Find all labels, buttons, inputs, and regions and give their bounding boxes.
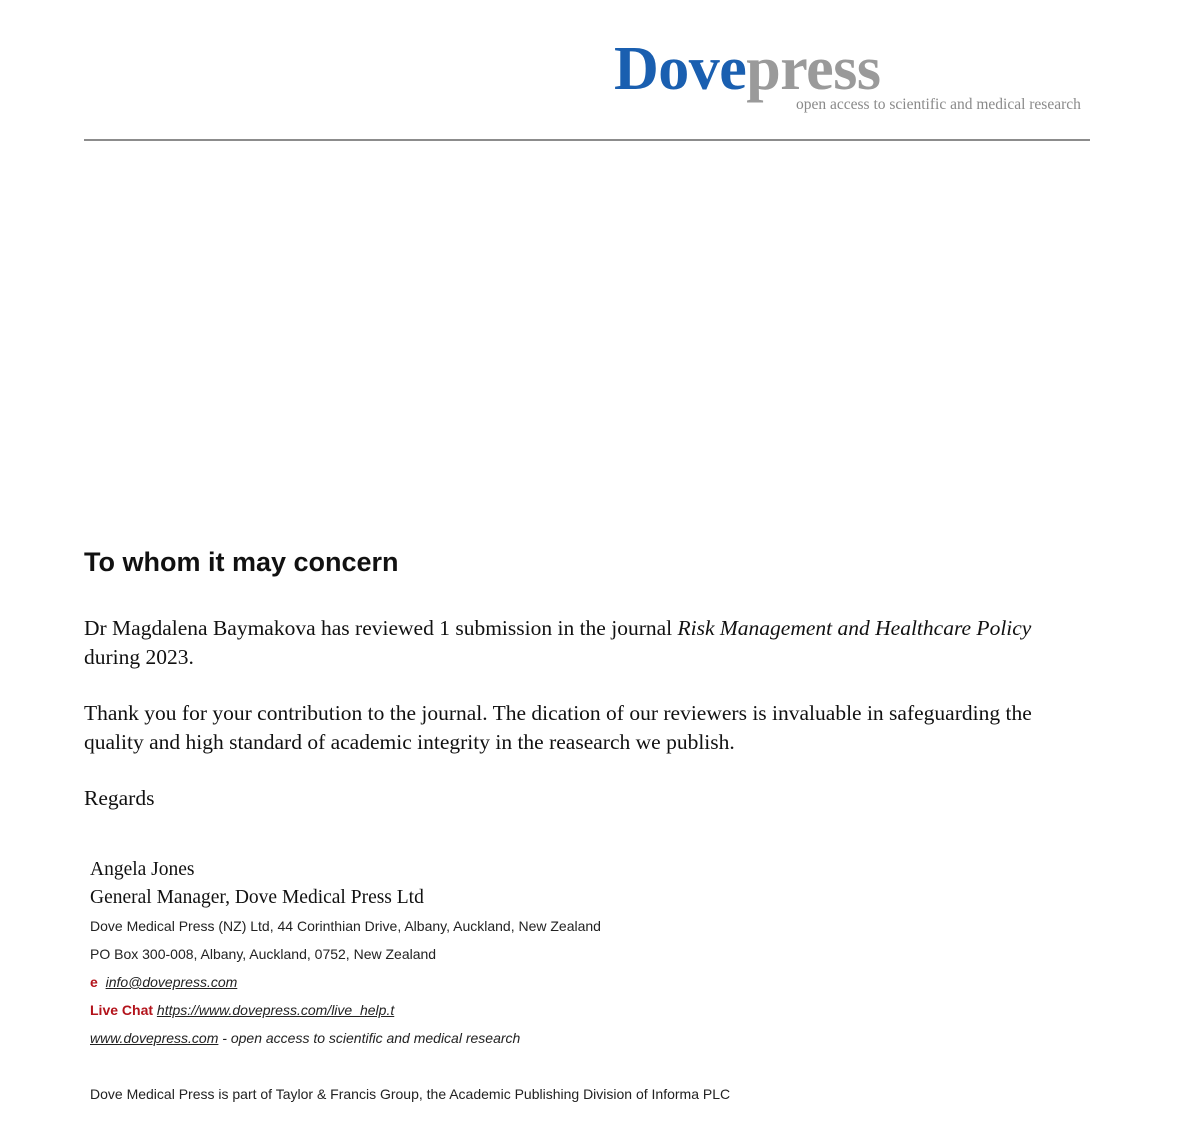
header-divider [84,139,1090,141]
logo-wordmark [614,34,880,104]
email-link[interactable]: info@dovepress.com [105,974,238,990]
review-statement-start: Dr Magdalena Baymakova has reviewed 1 submission in the journal [84,616,678,640]
live-chat-label: Live Chat [90,1002,154,1018]
website-row [90,1028,890,1048]
closing: Regards [84,786,155,810]
dovepress-logo [614,34,1104,124]
website-link[interactable]: www.dovepress.com [90,1030,219,1046]
review-statement-end: during 2023. [84,645,194,669]
live-chat-link[interactable]: https://www.dovepress.com/live_help.t [156,1002,395,1018]
email-row [90,972,890,992]
website-tagline: - open access to scientific and medical research [218,1030,521,1046]
logo-press-text: press [746,35,881,103]
signatory-title: General Manager, Dove Medical Press Ltd [90,887,424,908]
journal-title: Risk Management and Healthcare Policy [677,616,1032,640]
email-label: e [90,974,98,990]
address-line-1: Dove Medical Press (NZ) Ltd, 44 Corinthian Drive, Albany, Auckland, New Zealand [90,918,601,934]
letter-heading: To whom it may concern [84,547,399,577]
logo-tagline: open access to scientific and medical research [796,96,1081,113]
address-line-2: PO Box 300-008, Albany, Auckland, 0752, New Zealand [90,946,437,962]
review-statement [84,614,1084,672]
footer-note: Dove Medical Press is part of Taylor & Francis Group, the Academic Publishing Division of Informa PLC [90,1086,731,1102]
logo-dove-text: Dove [614,35,747,103]
live-chat-row [90,1000,890,1020]
thank-you-paragraph: Thank you for your contribution to the journal. The dication of our reviewers is invaluable in safeguarding the quality and high standard of academic integrity in the reasearch we publish. [84,701,1032,754]
signatory-name: Angela Jones [90,859,195,880]
